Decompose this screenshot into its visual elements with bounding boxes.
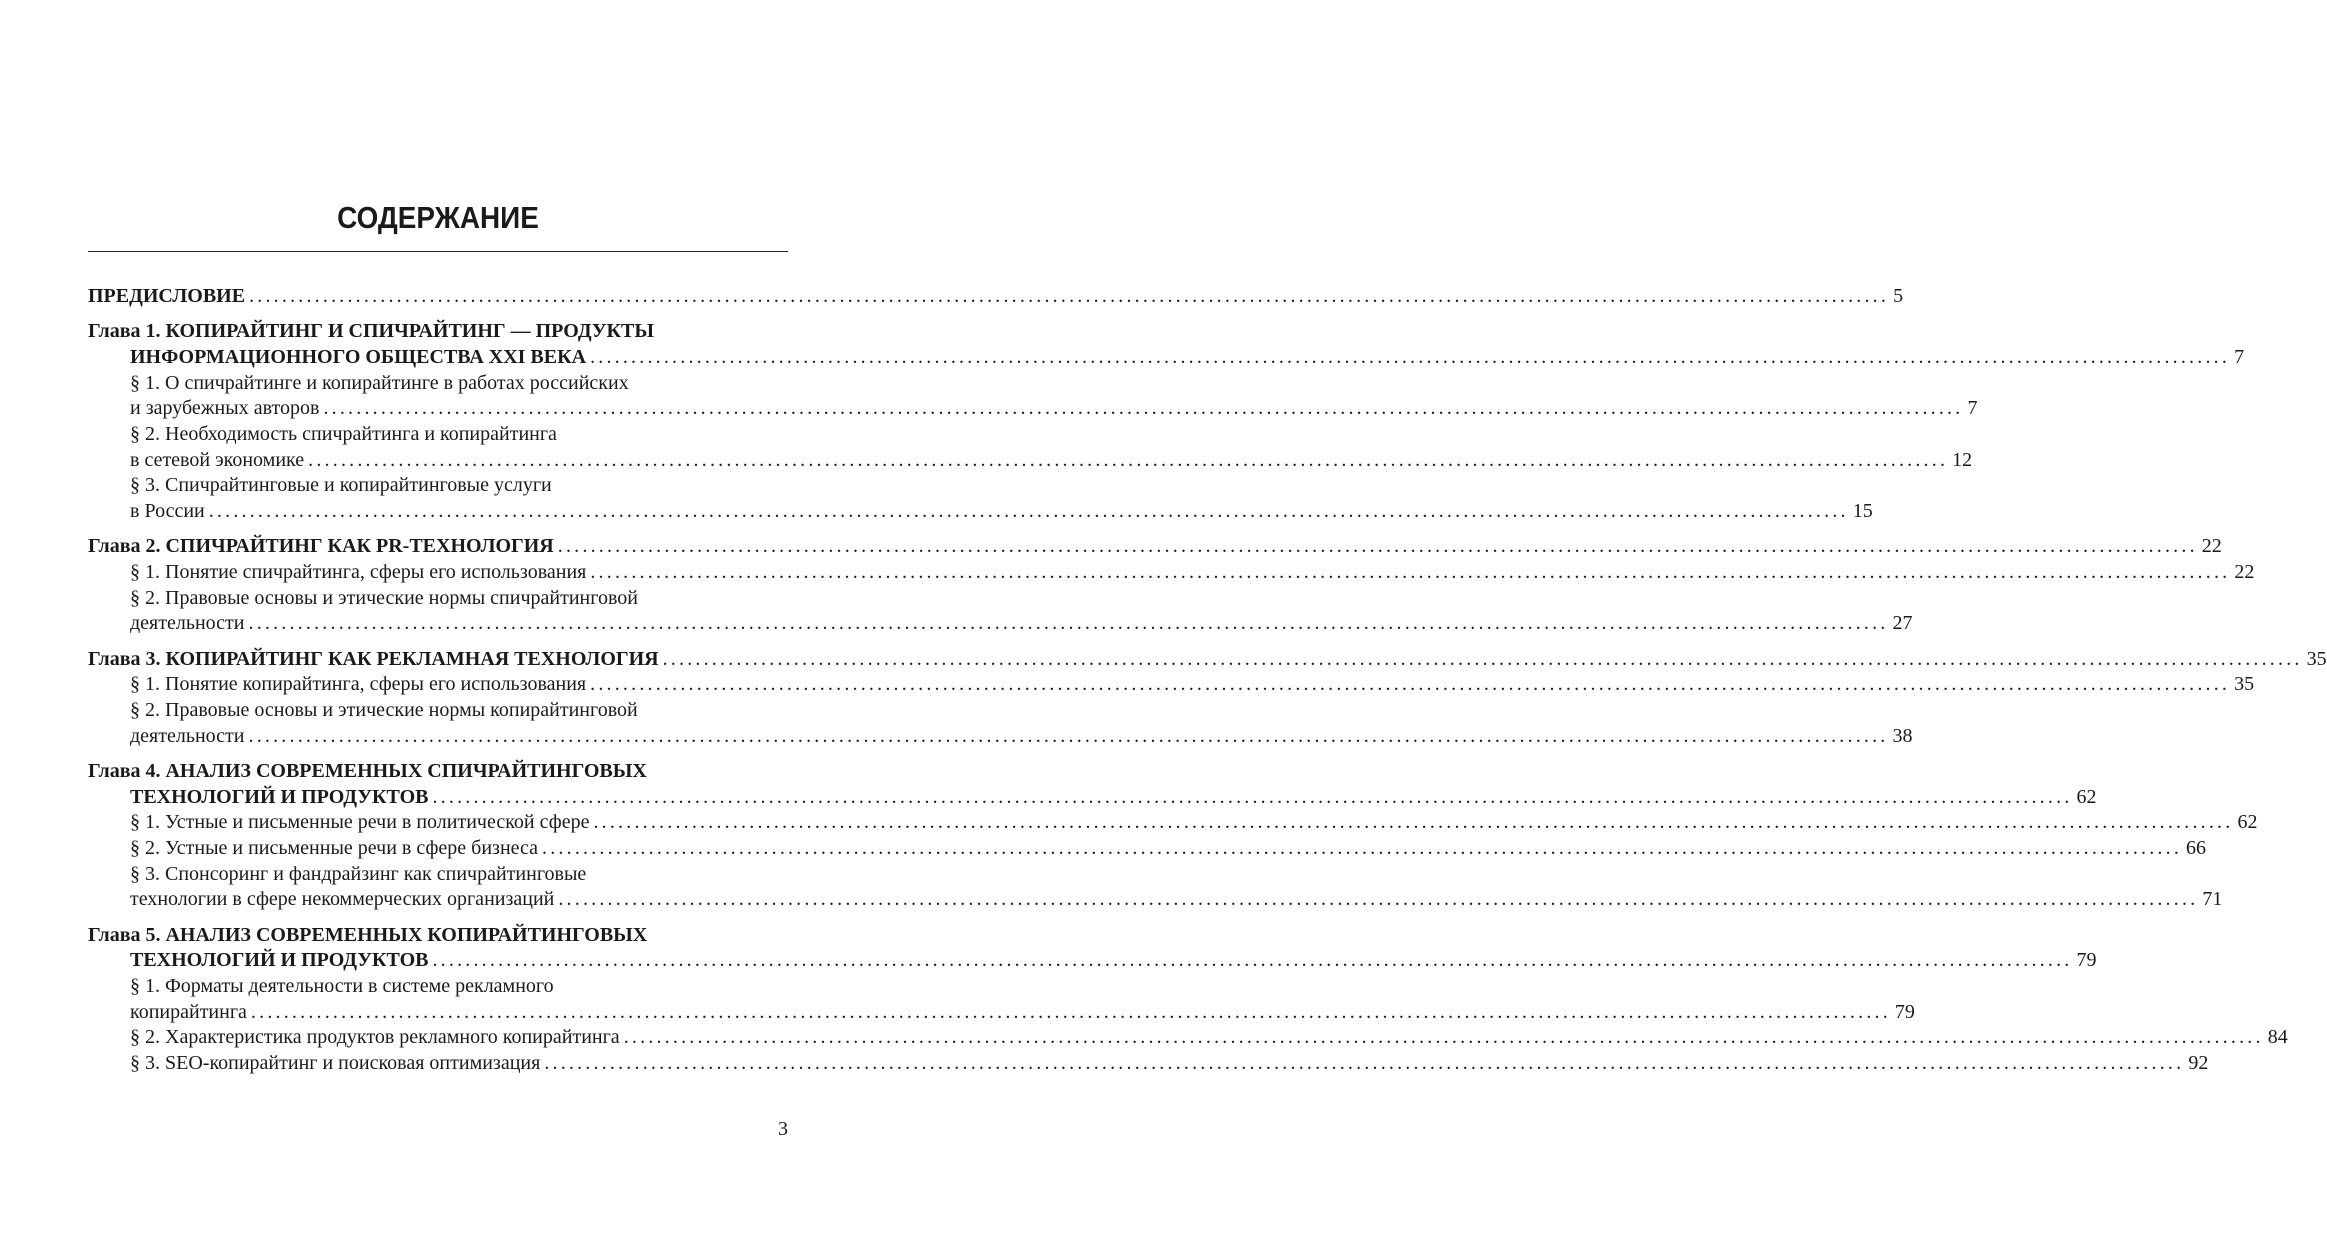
toc-entry-chapter-5[interactable] — [88, 948, 2097, 974]
page-number: 12 — [1952, 448, 1973, 471]
section-title-line[interactable]: § 1. О спичрайтинге и копирайтинге в работах российских — [130, 371, 629, 394]
entry-title: ТЕХНОЛОГИЙ И ПРОДУКТОВ — [130, 785, 429, 808]
page-number: 71 — [2202, 888, 2223, 911]
chapter-title-line[interactable]: Глава 4. АНАЛИЗ СОВРЕМЕННЫХ СПИЧРАЙТИНГОВЫХ — [88, 759, 647, 782]
toc-entry-chapter-3[interactable] — [88, 647, 2327, 673]
toc-chapter-3 — [88, 647, 2327, 750]
dot-leader: ........................................................................................................................................................................................................ — [432, 949, 2073, 972]
page-number: 92 — [2188, 1052, 2209, 1075]
page-folio: 3 — [778, 1118, 788, 1140]
dot-leader: ........................................................................................................................................................................................................ — [208, 500, 1849, 523]
dot-leader: ........................................................................................................................................................................................................ — [590, 345, 2231, 368]
section-title-line[interactable]: § 3. Спонсоринг и фандрайзинг как спичрайтинговые — [130, 862, 587, 885]
dot-leader: ........................................................................................................................................................................................................ — [308, 448, 1949, 471]
toc-chapter-4 — [88, 759, 2258, 913]
entry-title: ТЕХНОЛОГИЙ И ПРОДУКТОВ — [130, 949, 429, 972]
toc-entry-section[interactable] — [88, 887, 2223, 913]
toc-entry-section[interactable] — [88, 836, 2207, 862]
page-number: 7 — [1967, 397, 1978, 420]
toc-entry-section[interactable] — [88, 560, 2255, 586]
toc-entry-section[interactable] — [88, 672, 2255, 698]
page-number: 22 — [2201, 535, 2222, 558]
toc-entry-preface[interactable] — [88, 284, 1904, 310]
chapter-title-line[interactable]: Глава 5. АНАЛИЗ СОВРЕМЕННЫХ КОПИРАЙТИНГОВЫХ — [88, 923, 648, 946]
toc-entry-section[interactable] — [88, 448, 1973, 474]
page-number: 27 — [1892, 612, 1913, 635]
entry-title: Глава 3. КОПИРАЙТИНГ КАК РЕКЛАМНАЯ ТЕХНОЛОГИЯ — [88, 647, 659, 670]
chapter-title-line[interactable]: Глава 1. КОПИРАЙТИНГ И СПИЧРАЙТИНГ — ПРОДУКТЫ — [88, 320, 655, 343]
toc-entry-chapter-1[interactable] — [88, 345, 2245, 371]
entry-title: § 3. SEO-копирайтинг и поисковая оптимизация — [130, 1052, 541, 1075]
page-title: СОДЕРЖАНИЕ — [337, 200, 539, 235]
toc-entry-section[interactable] — [88, 1000, 1915, 1026]
page-number: 62 — [2237, 811, 2258, 834]
page-number: 35 — [2306, 647, 2327, 670]
section-title-line[interactable]: § 2. Правовые основы и этические нормы копирайтинговой — [130, 699, 638, 722]
entry-title: § 1. Понятие спичрайтинга, сферы его использования — [130, 561, 587, 584]
entry-title: § 1. Понятие копирайтинга, сферы его использования — [130, 673, 587, 696]
table-of-contents — [88, 284, 2327, 1086]
page-number: 79 — [1894, 1000, 1915, 1023]
toc-entry-chapter-4[interactable] — [88, 785, 2097, 811]
toc-entry-section[interactable] — [88, 1025, 2288, 1051]
entry-title: деятельности — [130, 724, 245, 747]
entry-title: в России — [130, 500, 205, 523]
toc-entry-section[interactable] — [88, 810, 2258, 836]
toc-chapter-2 — [88, 534, 2255, 637]
section-title-line[interactable]: § 3. Спичрайтинговые и копирайтинговые услуги — [130, 474, 552, 497]
dot-leader: ........................................................................................................................................................................................................ — [590, 561, 2231, 584]
dot-leader: ........................................................................................................................................................................................................ — [557, 535, 2198, 558]
entry-title: технологии в сфере некоммерческих организаций — [130, 888, 555, 911]
page-number: 38 — [1892, 724, 1913, 747]
dot-leader: ........................................................................................................................................................................................................ — [432, 785, 2073, 808]
toc-entry-section[interactable] — [88, 499, 1873, 525]
dot-leader: ........................................................................................................................................................................................................ — [542, 837, 2183, 860]
page-number: 66 — [2186, 837, 2207, 860]
toc-entry-chapter-2[interactable] — [88, 534, 2222, 560]
dot-leader: ........................................................................................................................................................................................................ — [250, 1000, 1891, 1023]
dot-leader: ........................................................................................................................................................................................................ — [248, 724, 1889, 747]
section-title-line[interactable]: § 2. Правовые основы и этические нормы спичрайтинговой — [130, 586, 638, 609]
toc-entry-section[interactable] — [88, 611, 1913, 637]
page-number: 79 — [2076, 949, 2097, 972]
toc-entry-section[interactable] — [88, 724, 1913, 750]
dot-leader: ........................................................................................................................................................................................................ — [249, 285, 1890, 307]
page-number: 35 — [2234, 673, 2255, 696]
entry-title: § 1. Устные и письменные речи в политической сфере — [130, 811, 590, 834]
toc-preface — [88, 284, 1904, 310]
page-number: 15 — [1852, 500, 1873, 523]
toc-entry-section[interactable] — [88, 396, 1978, 422]
dot-leader: ........................................................................................................................................................................................................ — [323, 397, 1964, 420]
dot-leader: ........................................................................................................................................................................................................ — [623, 1026, 2264, 1049]
page-number: 5 — [1893, 285, 1904, 307]
toc-chapter-5 — [88, 923, 2288, 1077]
entry-title: копирайтинга — [130, 1000, 247, 1023]
entry-title: Глава 2. СПИЧРАЙТИНГ КАК PR-ТЕХНОЛОГИЯ — [88, 535, 554, 558]
dot-leader: ........................................................................................................................................................................................................ — [544, 1052, 2185, 1075]
entry-title: в сетевой экономике — [130, 448, 305, 471]
page-number: 7 — [2234, 345, 2245, 368]
section-title-line[interactable]: § 2. Необходимость спичрайтинга и копирайтинга — [130, 423, 557, 446]
toc-chapter-1 — [88, 319, 2245, 525]
entry-title: деятельности — [130, 612, 245, 635]
entry-title: § 2. Характеристика продуктов рекламного копирайтинга — [130, 1026, 620, 1049]
title-rule — [88, 251, 788, 252]
section-title-line[interactable]: § 1. Форматы деятельности в системе рекламного — [130, 975, 554, 998]
page-number: 84 — [2267, 1026, 2288, 1049]
entry-title: § 2. Устные и письменные речи в сфере бизнеса — [130, 837, 539, 860]
dot-leader: ........................................................................................................................................................................................................ — [248, 612, 1889, 635]
entry-title: и зарубежных авторов — [130, 397, 320, 420]
page-number: 22 — [2234, 561, 2255, 584]
dot-leader: ........................................................................................................................................................................................................ — [593, 811, 2234, 834]
dot-leader: ........................................................................................................................................................................................................ — [590, 673, 2231, 696]
page-number: 62 — [2076, 785, 2097, 808]
toc-entry-section[interactable] — [88, 1051, 2209, 1077]
dot-leader: ........................................................................................................................................................................................................ — [558, 888, 2199, 911]
entry-title: ИНФОРМАЦИОННОГО ОБЩЕСТВА XXI ВЕКА — [130, 345, 587, 368]
dot-leader: ........................................................................................................................................................................................................ — [662, 647, 2303, 670]
entry-title: ПРЕДИСЛОВИЕ — [88, 285, 246, 307]
